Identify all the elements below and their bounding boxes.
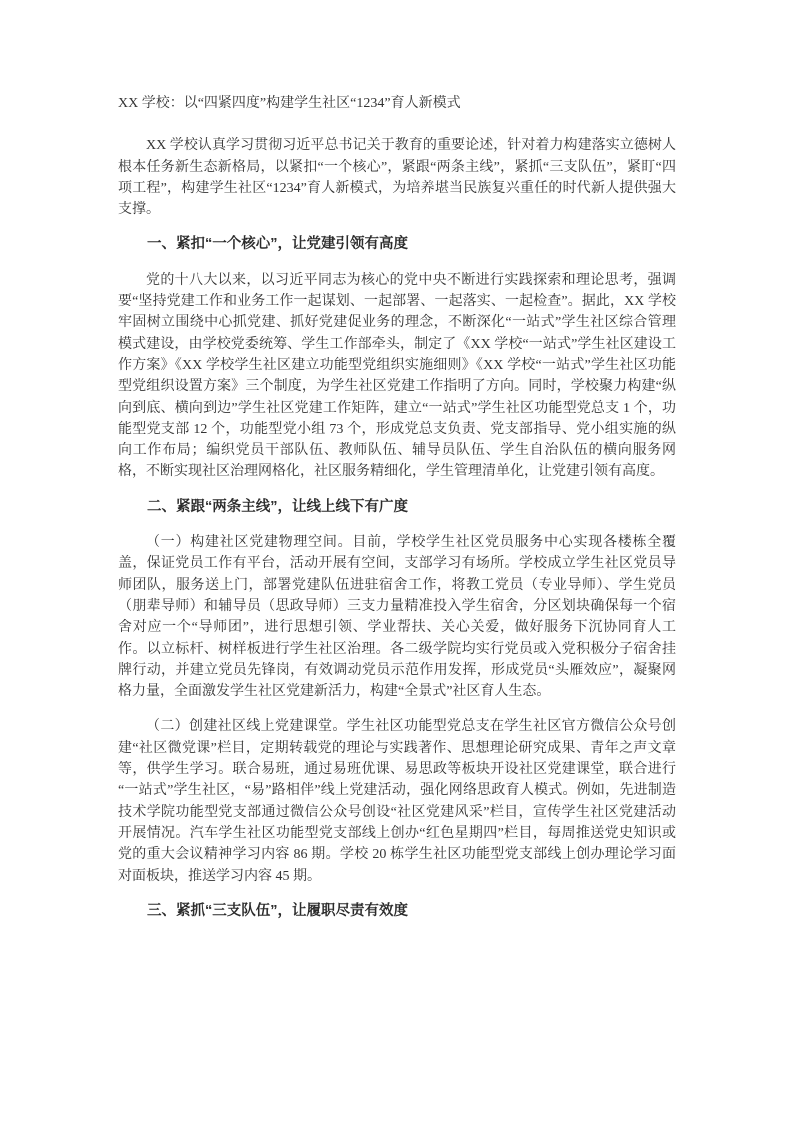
document-title: XX 学校：以“四紧四度”构建学生社区“1234”育人新模式 xyxy=(118,96,461,111)
section-1-paragraph-1: 党的十八大以来，以习近平同志为核心的党中央不断进行实践探索和理论思考，强调要“坚持党建工作和业务工作一起谋划、一起部署、一起落实、一起检查”。据此，XX 学校牢固树立围绕中心抓党建、抓好党建促业务的理念，不断深化“一站式”学生社区综合管理模式建设，由学校党委统筹、学生工作部牵头，制定了《XX 学校“一站式”学生社区建设工作方案》《XX 学校学生社区建立功能型党组织实施细则》《XX 学校“一站式”学生社区功能型党组织设置方案》三个制度，为学生社区党建工作指明了方向。同时，学校聚力构建“纵向到底、横向到边”学生社区党建工作矩阵，建立“一站式”学生社区功能型党总支 1 个，功能型党支部 12 个，功能型党小组 73 个，形成党总支负责、党支部指导、党小组实施的纵向工作布局；编织党员干部队伍、教师队伍、辅导员队伍、学生自治队伍的横向服务网格，不断实现社区治理网格化，社区服务精细化，学生管理清单化，让党建引领有高度。 xyxy=(118,272,676,480)
section-1-heading: 一、紧扣“一个核心”，让党建引领有高度 xyxy=(147,236,408,253)
section-2-paragraph-2: （二）创建社区线上党建课堂。学生社区功能型党总支在学生社区官方微信公众号创建“社区微党课”栏目，定期转载党的理论与实践著作、思想理论研究成果、青年之声文章等，供学生学习。联合易班，通过易班优课、易思政等板块开设社区党建课堂，联合进行“一站式”学生社区，“易”路相伴”线上党建活动，强化网络思政育人模式。例如，先进制造技术学院功能型党支部通过微信公众号创设“社区党建风采”栏目，宣传学生社区党建活动开展情况。汽车学生社区功能型党支部线上创办“红色星期四”栏目，每周推送党史知识或党的重大会议精神学习内容 86 期。学校 20 栋学生社区功能型党支部线上创办理论学习面对面板块，推送学习内容 45 期。 xyxy=(118,719,676,884)
section-2-heading: 二、紧跟“两条主线”，让线上线下有广度 xyxy=(147,498,408,515)
section-3-heading: 三、紧抓“三支队伍”，让履职尽责有效度 xyxy=(147,902,408,919)
section-2-paragraph-1: （一）构建社区党建物理空间。目前，学校学生社区党员服务中心实现各楼栋全覆盖，保证党员工作有平台，活动开展有空间，支部学习有场所。学校成立学生社区党员导师团队，服务送上门，部署党建队伍进驻宿舍工作，将教工党员（专业导师）、学生党员（朋辈导师）和辅导员（思政导师）三支力量精准投入学生宿舍，分区划块确保每一个宿舍对应一个“导师团”，进行思想引领、学业帮扶、关心关爱，做好服务下沉协同育人工作。以立标杆、树样板进行学生社区治理。各二级学院均实行党员或入党积极分子宿舍挂牌行动，并建立党员先锋岗，有效调动党员示范作用发挥，形成党员“头雁效应”，凝聚网格力量，全面激发学生社区党建新活力，构建“全景式”社区育人生态。 xyxy=(118,535,676,700)
intro-paragraph: XX 学校认真学习贯彻习近平总书记关于教育的重要论述，针对着力构建落实立德树人根本任务新生态新格局，以紧扣“一个核心”，紧跟“两条主线”，紧抓“三支队伍”，紧盯“四项工程”，构建学生社区“1234”育人新模式，为培养堪当民族复兴重任的时代新人提供强大支撑。 xyxy=(118,138,676,218)
